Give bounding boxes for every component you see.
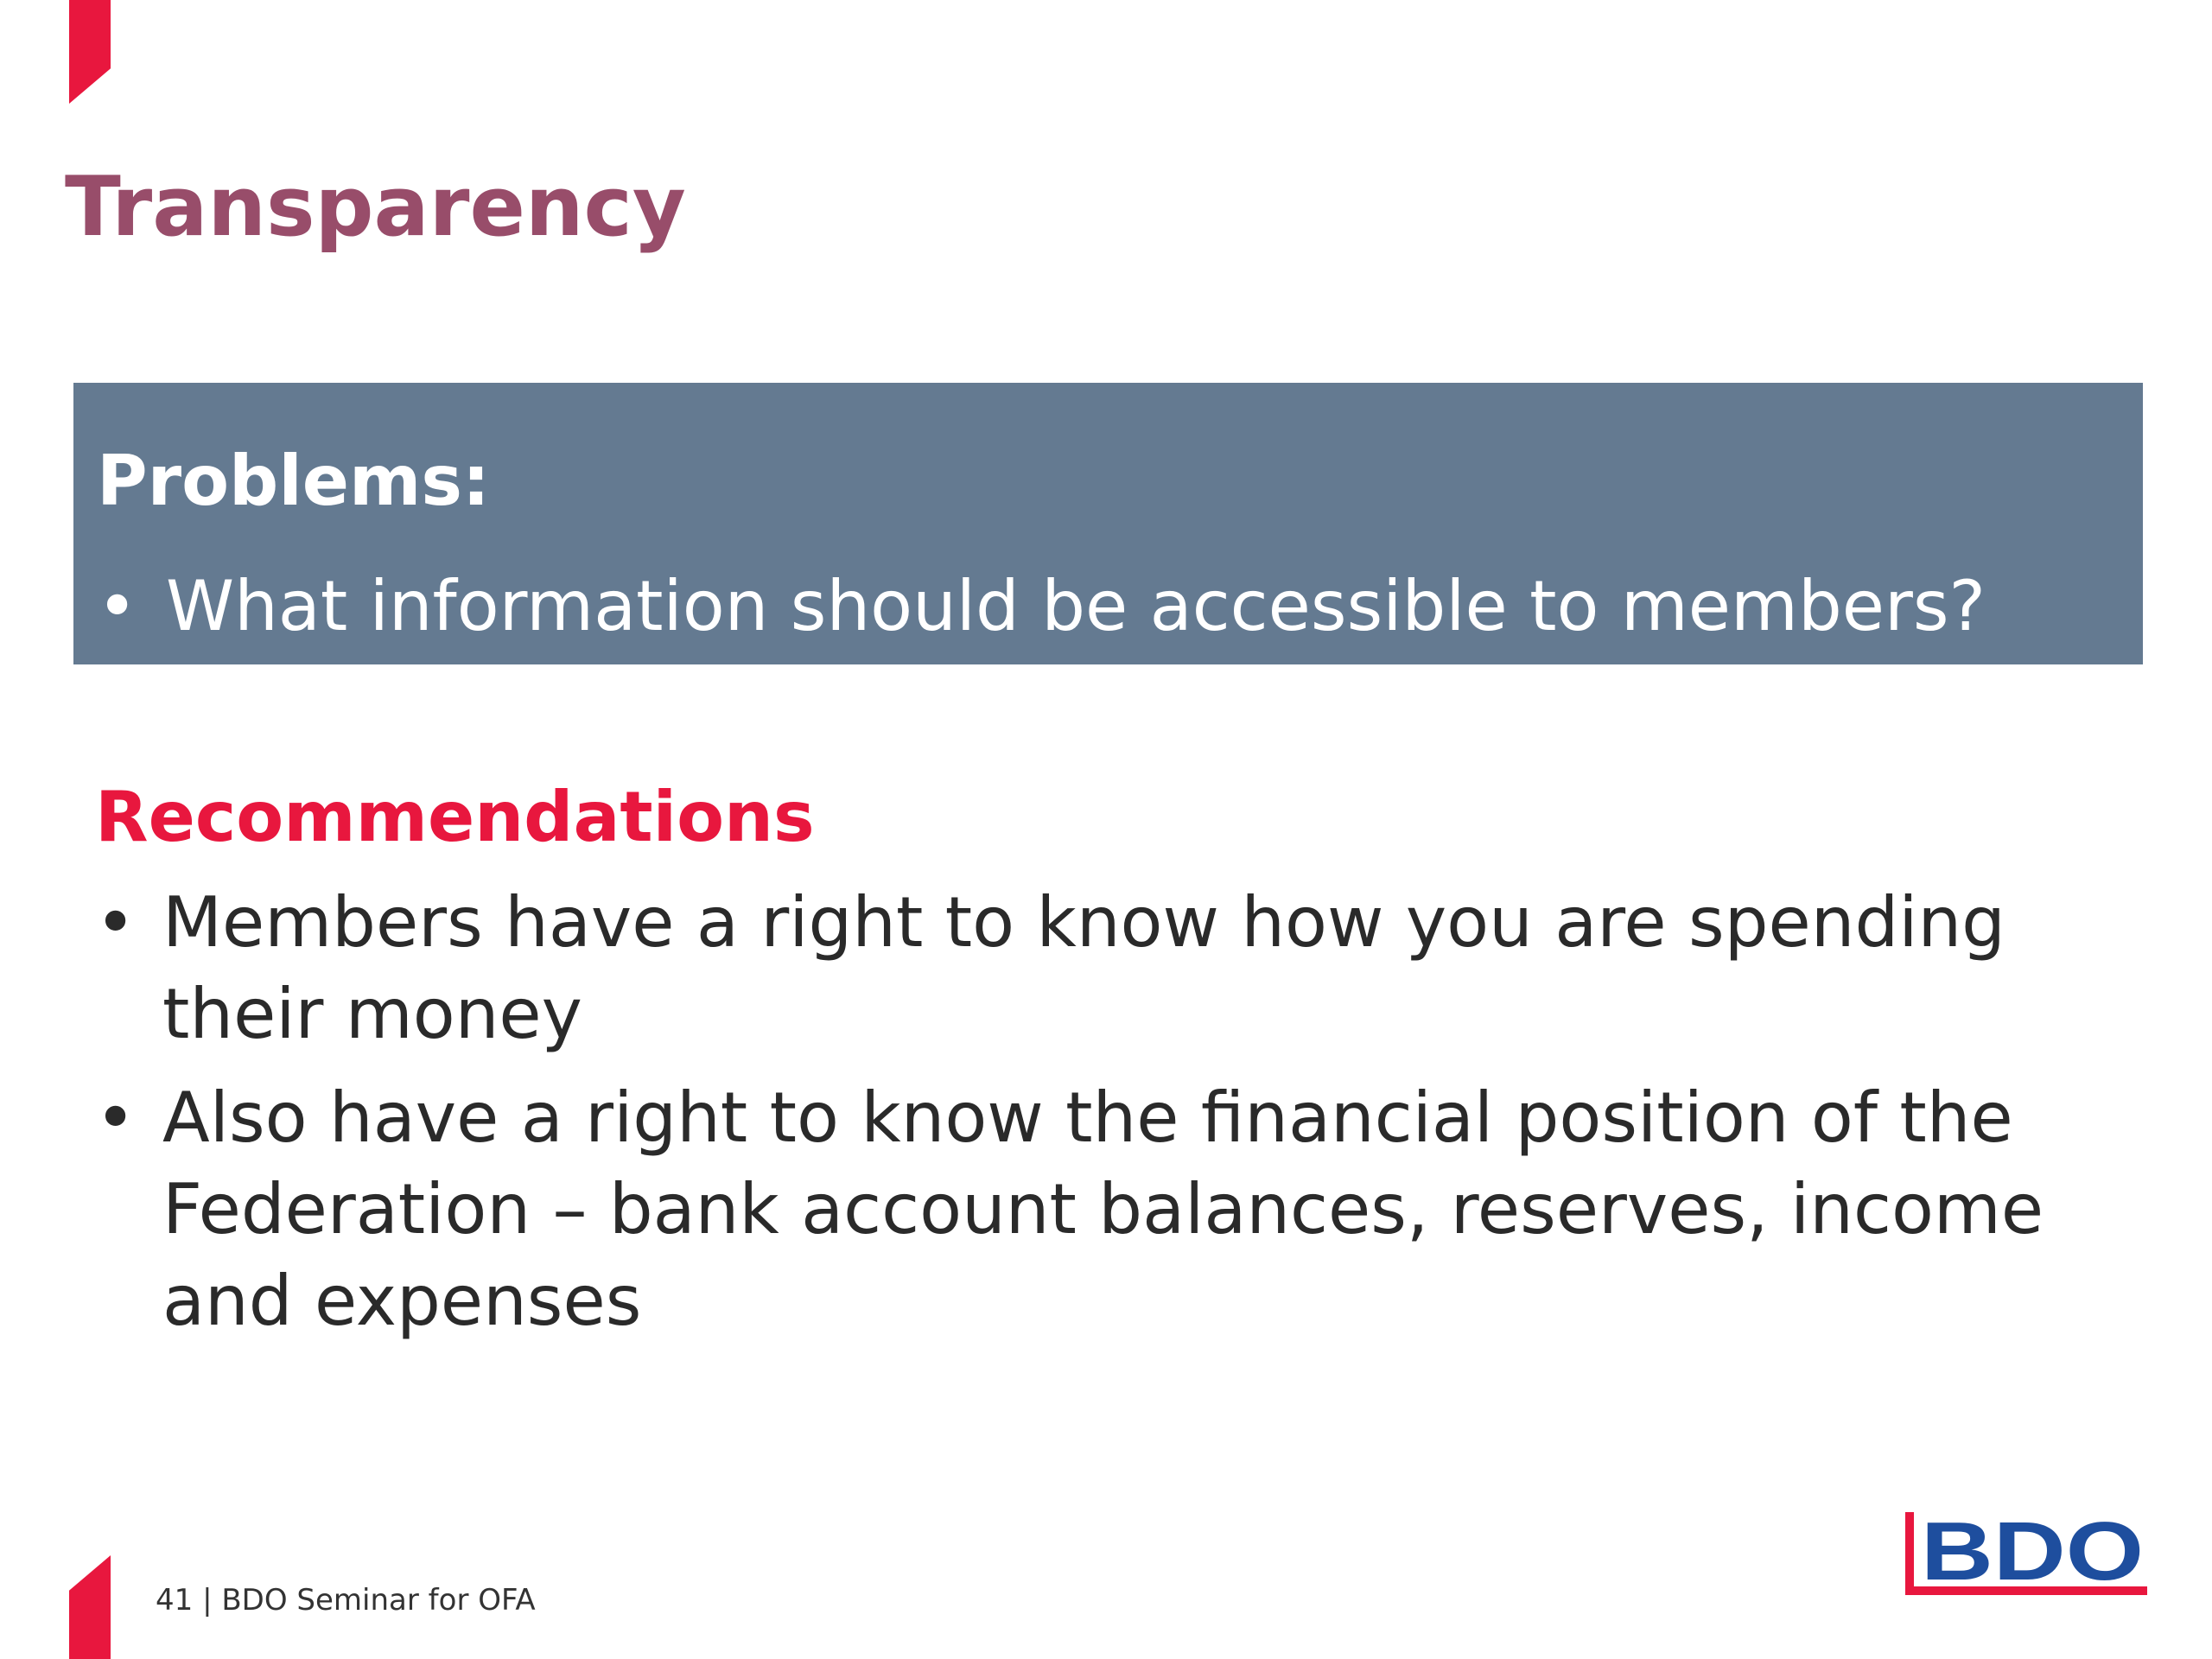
problems-heading: Problems: — [97, 441, 490, 521]
bullet: • — [95, 1077, 137, 1158]
problem-item — [97, 566, 1986, 646]
bdo-logo-icon — [1905, 1505, 2147, 1602]
recommendation-item-text: Members have a right to know how you are spending their money — [162, 882, 2005, 1054]
problems-box — [73, 383, 2143, 664]
recommendation-item — [95, 1072, 2134, 1347]
logo-text: BDO — [1921, 1505, 2144, 1598]
recommendation-item-text: Also have a right to know the financial position of the Federation – bank account balances, reserves, income and expenses — [162, 1077, 2044, 1341]
bullet: • — [95, 882, 137, 963]
top-accent-bar — [69, 0, 111, 104]
bullet: • — [97, 566, 138, 646]
page-number: 41 — [156, 1583, 194, 1618]
recommendations-list — [95, 877, 2134, 1359]
footer — [156, 1583, 536, 1618]
problem-item-text: What information should be accessible to members? — [166, 566, 1986, 646]
recommendation-item — [95, 877, 2134, 1060]
footer-separator: | — [202, 1583, 213, 1618]
bottom-accent-bar — [69, 1555, 111, 1659]
recommendations-heading: Recommendations — [95, 777, 815, 857]
footer-text: BDO Seminar for OFA — [221, 1583, 536, 1618]
slide-title: Transparency — [65, 160, 686, 255]
